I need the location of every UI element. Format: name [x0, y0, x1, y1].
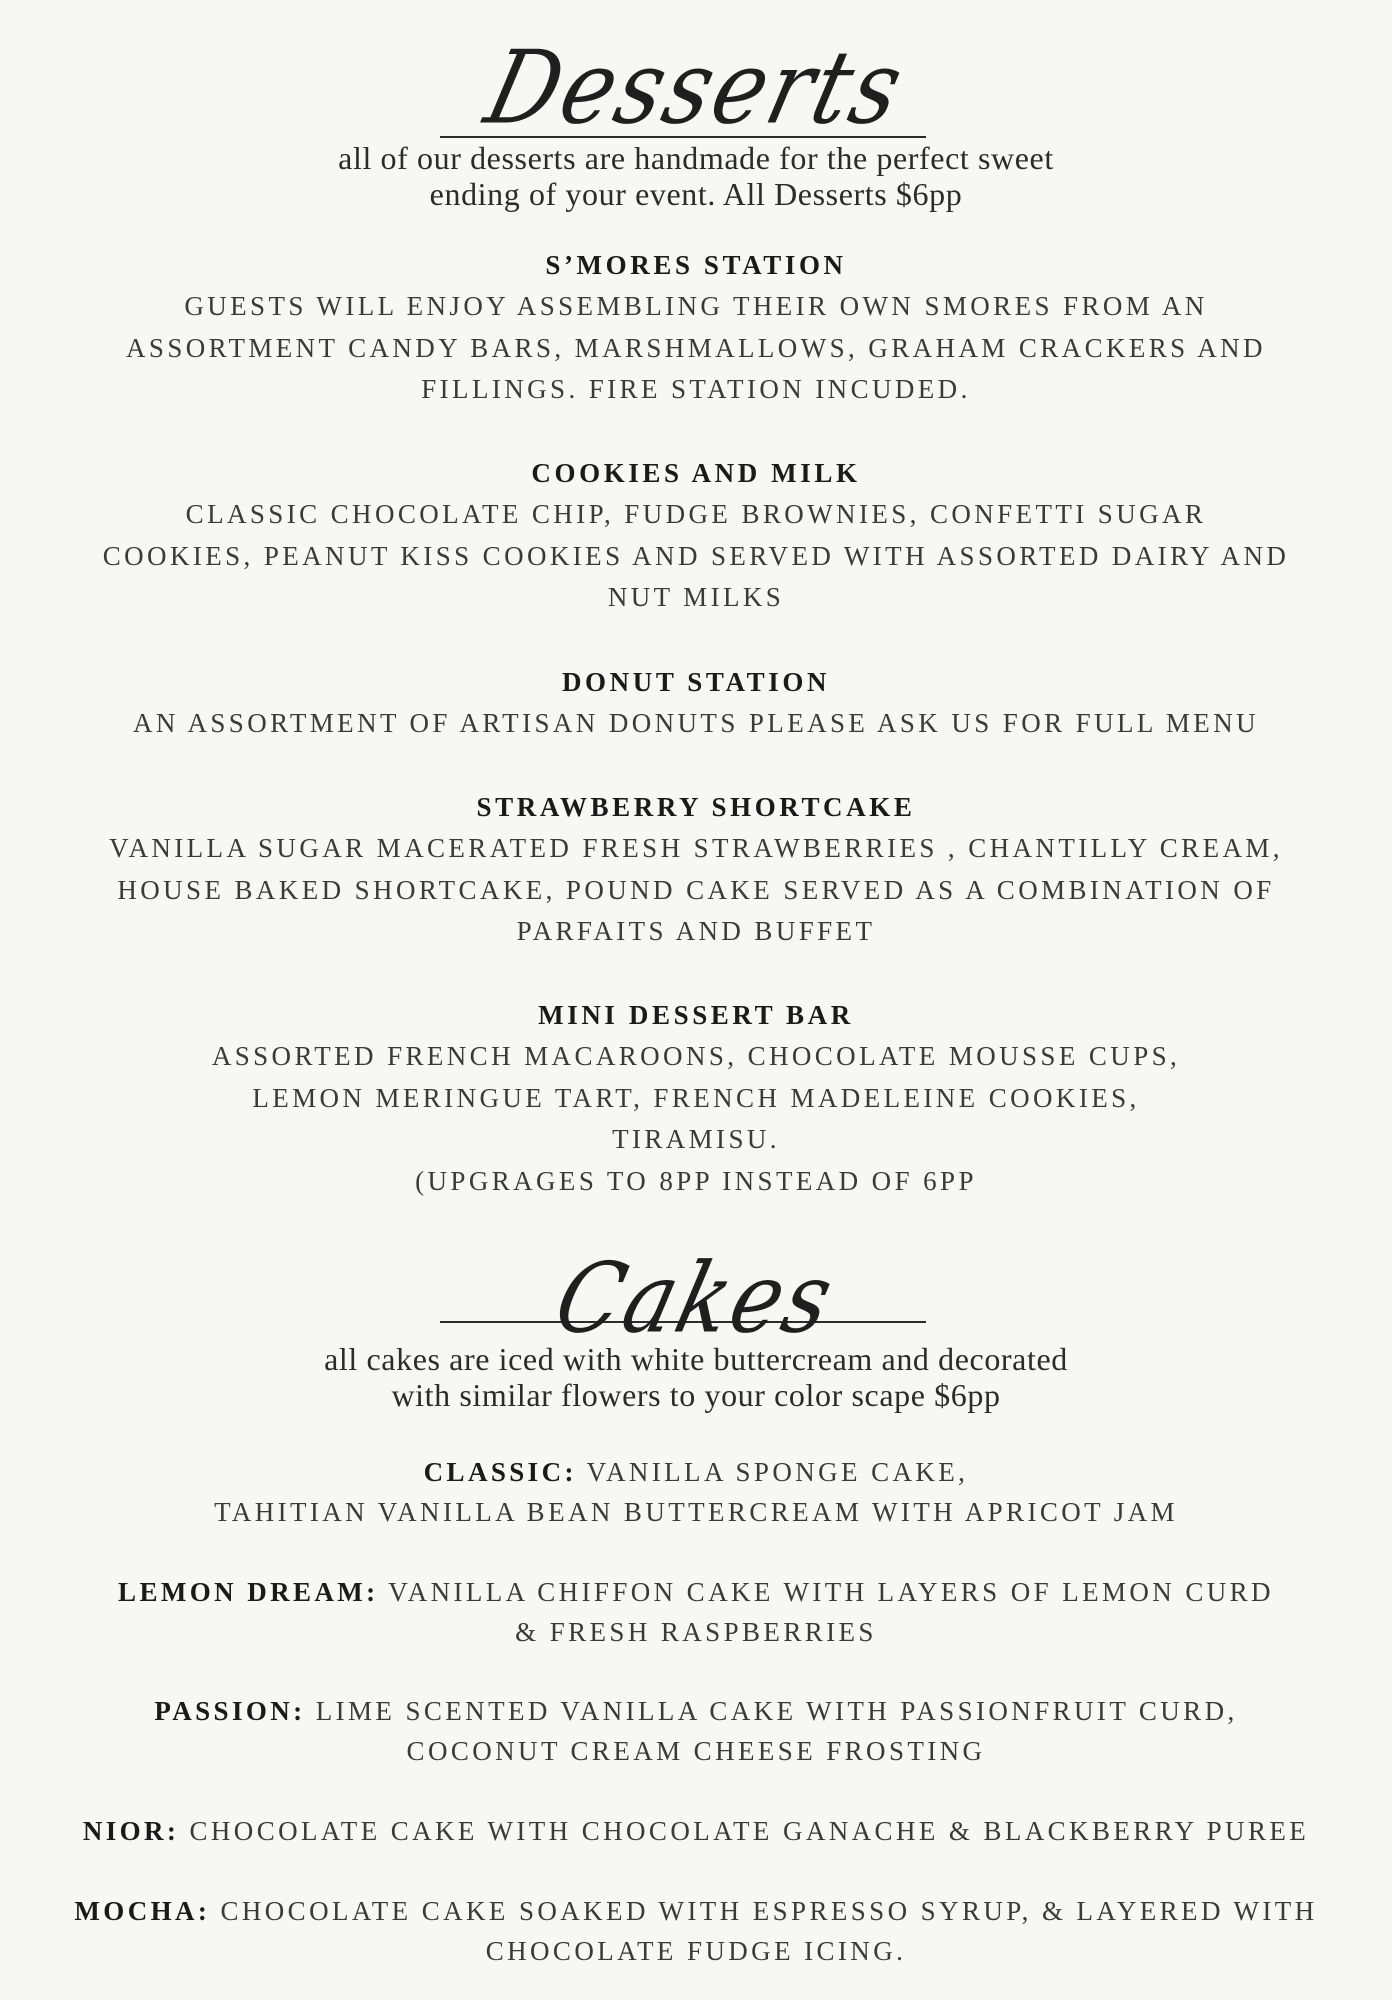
dessert-item-description [40, 703, 1352, 745]
dessert-item-donuts [40, 661, 1352, 745]
dessert-item-description [40, 1036, 1352, 1202]
dessert-item-mini-bar [40, 994, 1352, 1202]
dessert-item-shortcake [40, 786, 1352, 953]
cake-name: PASSION: [154, 1696, 306, 1726]
dessert-item-title: S’MORES STATION [545, 250, 847, 280]
dessert-item-title: COOKIES AND MILK [531, 458, 861, 488]
dessert-item-title: MINI DESSERT BAR [538, 1000, 854, 1030]
description-line: FILLINGS. FIRE STATION INCUDED. [421, 374, 971, 404]
desserts-title: Desserts [475, 28, 917, 147]
cake-description: VANILLA CHIFFON CAKE WITH LAYERS OF LEMON CURD [388, 1577, 1274, 1607]
description-line: TIRAMISU. [612, 1124, 780, 1154]
cake-name: NIOR: [82, 1816, 180, 1846]
dessert-item-cookies [40, 452, 1352, 619]
cake-description-line: COCONUT CREAM CHEESE FROSTING [406, 1736, 986, 1766]
description-line: PARFAITS AND BUFFET [516, 916, 876, 946]
description-line: AN ASSORTMENT OF ARTISAN DONUTS PLEASE ASK US FOR FULL MENU [133, 708, 1259, 738]
cake-description-line: TAHITIAN VANILLA BEAN BUTTERCREAM WITH APRICOT JAM [214, 1497, 1178, 1527]
cake-description: LIME SCENTED VANILLA CAKE WITH PASSIONFRUIT CURD, [315, 1696, 1238, 1726]
cakes-intro-line: all cakes are iced with white buttercream and decorated [324, 1341, 1068, 1377]
description-line: ASSORTMENT CANDY BARS, MARSHMALLOWS, GRAHAM CRACKERS AND [126, 332, 1266, 363]
description-line: GUESTS WILL ENJOY ASSEMBLING THEIR OWN SMORES FROM AN [184, 291, 1208, 321]
dessert-item-description [40, 828, 1352, 953]
cakes-intro-line: with similar flowers to your color scape $6pp [391, 1377, 1001, 1413]
description-line: CLASSIC CHOCOLATE CHIP, FUDGE BROWNIES, CONFETTI SUGAR [185, 499, 1207, 529]
dessert-item-title: DONUT STATION [561, 667, 831, 697]
cakes-title: Cakes [545, 1241, 847, 1355]
desserts-intro-line: ending of your event. All Desserts $6pp [429, 176, 963, 212]
dessert-item-title: STRAWBERRY SHORTCAKE [476, 792, 916, 822]
description-line: COOKIES, PEANUT KISS COOKIES AND SERVED WITH ASSORTED DAIRY AND [102, 540, 1290, 571]
cake-name: MOCHA: [74, 1896, 211, 1926]
cake-description: CHOCOLATE CAKE WITH CHOCOLATE GANACHE & BLACKBERRY PUREE [189, 1816, 1310, 1846]
desserts-heading [0, 28, 1392, 148]
cake-item-lemon-dream [40, 1572, 1352, 1652]
cake-name: LEMON DREAM: [118, 1577, 379, 1607]
cake-description: VANILLA SPONGE CAKE, [586, 1457, 969, 1487]
cake-item-classic [40, 1452, 1352, 1532]
description-line: HOUSE BAKED SHORTCAKE, POUND CAKE SERVED AS A COMBINATION OF [117, 874, 1275, 905]
cake-description-line: & FRESH RASPBERRIES [515, 1617, 877, 1647]
description-line: NUT MILKS [607, 582, 785, 612]
cake-description-line: CHOCOLATE FUDGE ICING. [485, 1936, 907, 1966]
description-line: LEMON MERINGUE TART, FRENCH MADELEINE COOKIES, [252, 1082, 1140, 1113]
dessert-item-description [40, 286, 1352, 411]
description-line: VANILLA SUGAR MACERATED FRESH STRAWBERRIES , CHANTILLY CREAM, [109, 833, 1283, 863]
cake-description: CHOCOLATE CAKE SOAKED WITH ESPRESSO SYRUP, & LAYERED WITH [220, 1896, 1318, 1926]
cake-item-mocha [40, 1891, 1352, 1971]
cake-item-nior [40, 1811, 1352, 1851]
desserts-intro-line: all of our desserts are handmade for the perfect sweet [338, 140, 1054, 176]
dessert-item-smores [40, 244, 1352, 411]
cakes-heading [0, 1238, 1392, 1358]
cake-name: CLASSIC: [423, 1457, 577, 1487]
cake-item-passion [40, 1691, 1352, 1771]
description-line: ASSORTED FRENCH MACAROONS, CHOCOLATE MOUSSE CUPS, [211, 1041, 1181, 1071]
dessert-item-description [40, 494, 1352, 619]
description-line: (UPGRAGES TO 8PP INSTEAD OF 6PP [415, 1165, 977, 1196]
